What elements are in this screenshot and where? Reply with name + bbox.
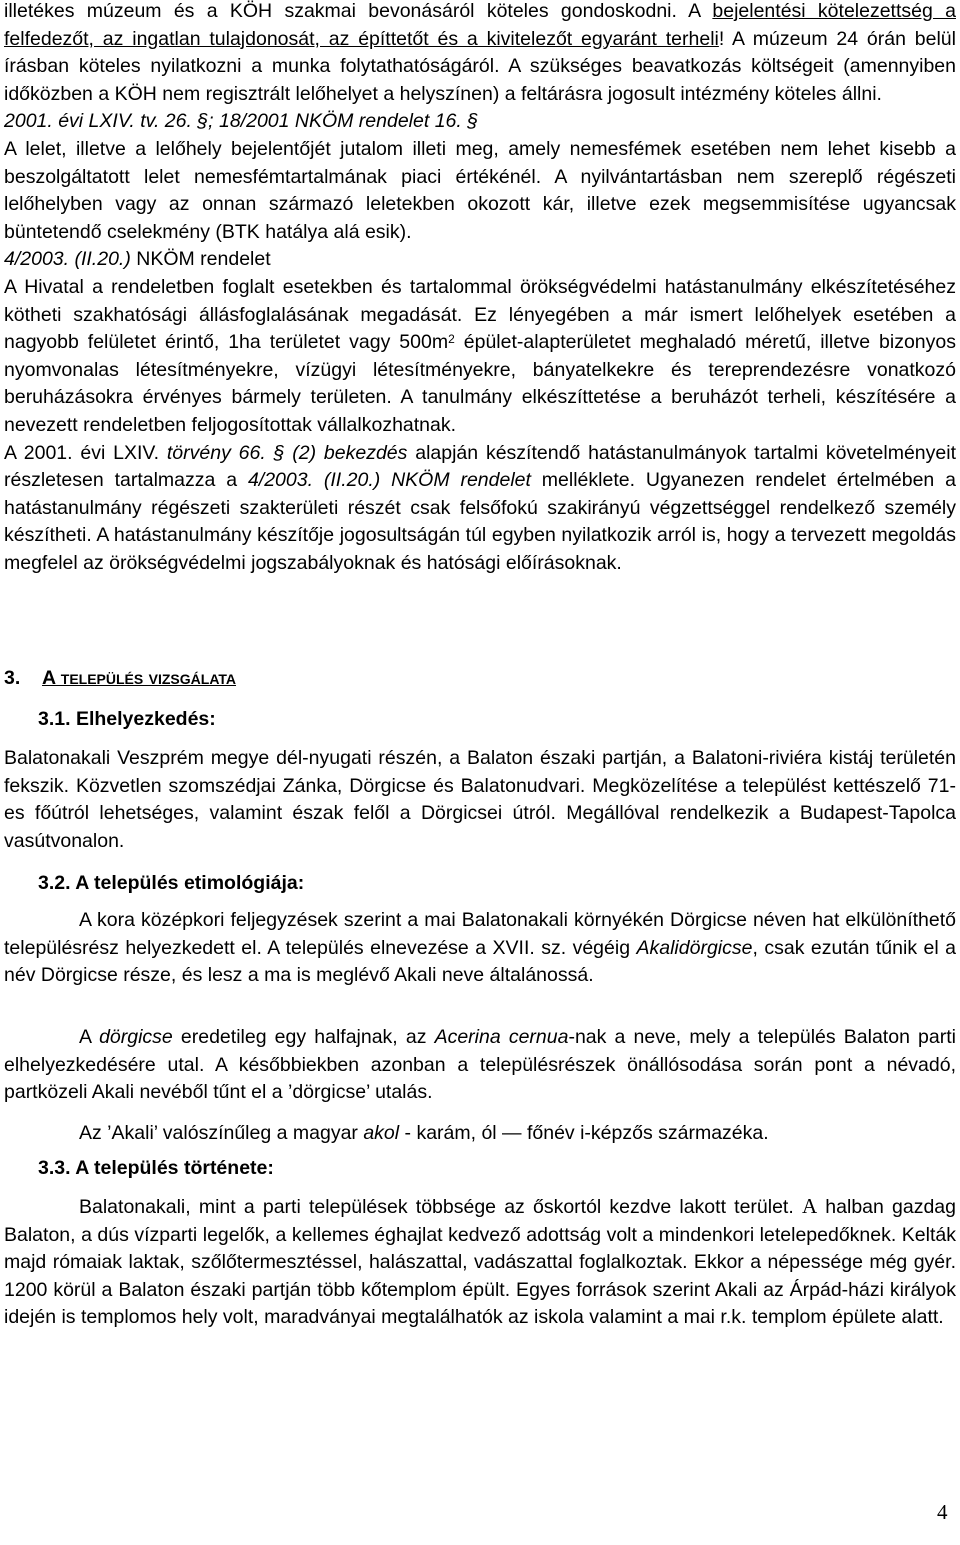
law-reference-2	[4, 246, 956, 274]
section-number: 3.	[4, 667, 21, 689]
page-number: 4	[937, 1500, 948, 1524]
paragraph-history	[4, 1193, 956, 1332]
law-italic: 4/2003. (II.20.)	[4, 248, 131, 271]
text: Balatonakali, mint a parti települések többsége az őskortól kezdve lakott terület.	[79, 1196, 802, 1218]
text: A	[79, 1026, 100, 1048]
text: A kora középkori feljegyzések szerint a mai Balatonakali környékén Dörgicse néven hat elkülöníthető településrész helyezkedett el. A település elnevezése a XVII. sz. végéig	[4, 909, 956, 959]
law-italic: 4/2003. (II.20.) NKÖM rendelet	[247, 469, 531, 492]
italic-term: akol	[363, 1122, 400, 1144]
text: - karám, ól — főnév i-képzős származéka.	[399, 1122, 769, 1144]
text: , csak ezután tűnik el a név Dörgicse része, és lesz a ma is meglévő Akali neve általánossá.	[4, 936, 956, 987]
text: alapján készítendő hatástanulmányok tartalmi követelményeit részletesen tartalmazza a	[4, 441, 957, 492]
paragraph-etymology-1	[4, 907, 956, 990]
italic-term: Acerina cernua	[434, 1026, 569, 1048]
paragraph-etymology-2	[4, 1024, 956, 1107]
paragraph-requirements	[4, 440, 956, 578]
subheading-etymology: 3.2. A település etimológiája:	[38, 872, 305, 894]
text: NKÖM rendelet	[130, 248, 271, 271]
text: ! A múzeum 24 órán belül írásban köteles nyilatkozni a munka folytathatóságáról. A szükséges beavatkozás költségeit (amennyiben időközben a KÖH nem regisztrált lelőhelyet a helyszínen) a feltárásra jogosult intézmény köteles állni.	[4, 27, 956, 105]
text: A Hivatal a rendeletben foglalt esetekben és tartalommal örökségvédelmi hatástanulmány elkészítetéséhez kötheti szakhatósági állásfoglalásának megadását. Ez lényegében a már ismert lelőhelyek esetében a nagyobb felületet érintő, 1ha területet vagy 500m	[4, 275, 956, 354]
underlined-text: bejelentési kötelezettség a felfedezőt, az ingatlan tulajdonosát, az építtetőt és a kivitelezőt egyaránt terheli	[4, 0, 956, 50]
section-heading	[4, 667, 236, 690]
section-title: A település vizsgálata	[42, 667, 237, 689]
text: -nak a neve, mely a település Balaton parti elhelyezkedésére utal. A későbbiekben azonban a településrészek önállósodása során pont a névadó, partközeli Akali nevéből tűnt el a ’dörgicse’ utalás.	[4, 1026, 956, 1104]
legal-section	[4, 0, 956, 577]
superscript: 2	[448, 332, 455, 347]
paragraph-notification	[4, 0, 956, 108]
paragraph-location: Balatonakali Veszprém megye dél-nyugati részén, a Balaton északi partján, a Balatoni-riviéra kistáj területén fekszik. Közvetlen szomszédjai Zánka, Dörgicse és Balatonudvari. Megközelítése a települést kettészelő 71-es főútról lehetséges, valamint észak felől a Dörgicsei útról. Megállóval rendelkezik a Budapest-Tapolca vasútvonalon.	[4, 747, 956, 852]
text: A 2001. évi LXIV.	[4, 441, 167, 464]
paragraph-etymology-3	[4, 1120, 956, 1148]
subheading-location: 3.1. Elhelyezkedés:	[38, 708, 216, 730]
text: halban gazdag Balaton, a dús vízparti legelők, a kellemes éghajlat kedvező adottság volt a mindenkori letelepedőknek. Kelták majd rómaiak laktak, szőlőtermesztéssel, halászattal, vadászattal foglalkoztak. Ekkor a népessége még gyér. 1200 körül a Balaton északi partján több kőtemplom épült. Egyes források szerint Akali az Árpád-házi királyok idején is templomos hely volt, maradványai megtalálhatók az iskola valamint a mai r.k. templom épülete alatt.	[4, 1196, 957, 1329]
law-italic: törvény 66. § (2) bekezdés	[166, 441, 408, 464]
text: A	[801, 1194, 818, 1218]
italic-term: dörgicse	[99, 1026, 173, 1048]
paragraph-reward: A lelet, illetve a lelőhely bejelentőjét jutalom illeti meg, amely nemesfémek esetében nem lehet kisebb a beszolgáltatott lelet nemesfémtartalmának piaci értékénél. A nyilvántartásban nem szereplő régészeti lelőhelyben vagy az onnan származó leletekben okozott kár, illetve ezek megsemmisítése ugyancsak büntetendő cselekmény (BTK hatálya alá esik).	[4, 137, 956, 243]
text: Az ’Akali’ valószínűleg a magyar	[79, 1122, 364, 1144]
subheading-history: 3.3. A település története:	[38, 1157, 274, 1179]
text: melléklete. Ugyanezen rendelet értelmében a hatástanulmány régészeti szakterületi részét csak felsőfokú szakirányú végzettséggel rendelkező személy készítheti. A hatástanulmány készítője jogosultságán túl egyben nyilatkozik arról is, hogy a tervezett megoldás megfelel az örökségvédelmi jogszabályoknak és hatósági előírásoknak.	[4, 469, 956, 574]
text: illetékes múzeum és a KÖH szakmai bevonásáról köteles gondoskodni. A	[4, 0, 713, 22]
law-reference-1: 2001. évi LXIV. tv. 26. §; 18/2001 NKÖM rendelet 16. §	[4, 110, 479, 133]
paragraph-impact-study	[4, 274, 956, 440]
text: eredetileg egy halfajnak, az	[172, 1026, 435, 1048]
text: épület-alapterületet meghaladó méretű, illetve bizonyos nyomvonalas létesítményekre, vízügyi létesítményekre, bányatelkekre és tereprendezésre vonatkozó beruházásokra érvényes bármely területen. A tanulmány elkészíttetése a beruházót terheli, készítésére a nevezett rendeletben feljogosítottak vállalkozhatnak.	[4, 331, 956, 436]
italic-term: Akalidörgicse	[636, 936, 753, 959]
